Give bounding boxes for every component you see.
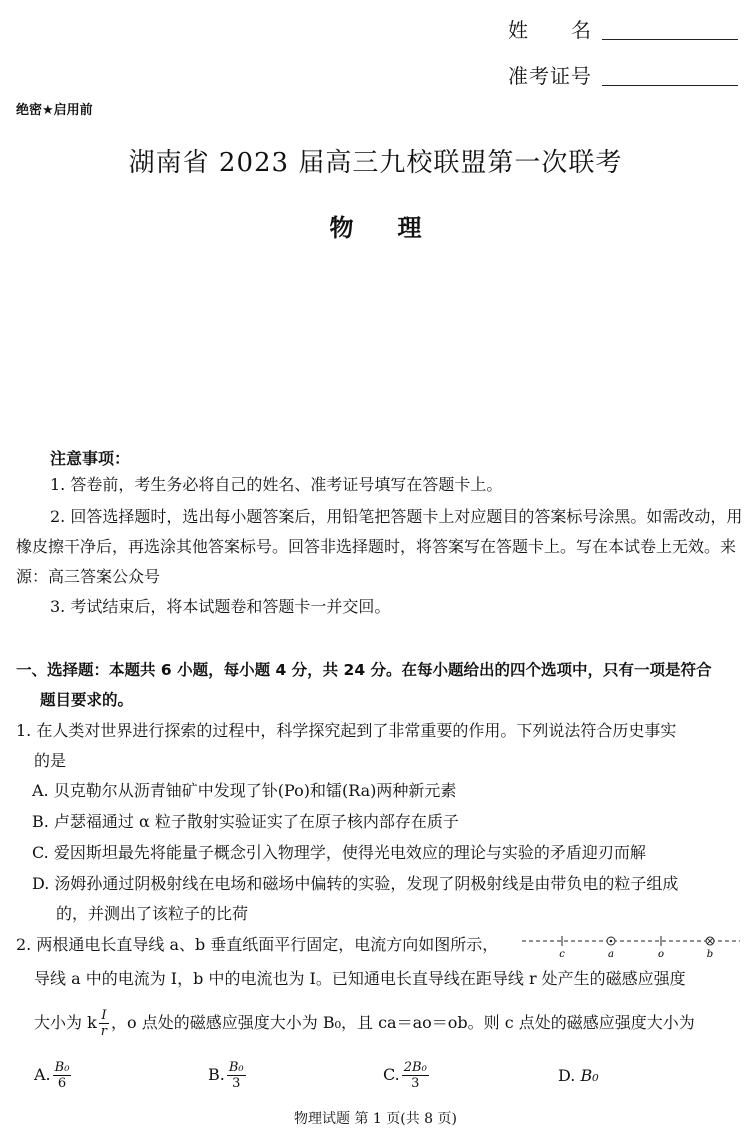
section-heading-line2: 题目要求的。 bbox=[40, 691, 134, 709]
label-c: c bbox=[559, 949, 565, 960]
label-o: o bbox=[657, 949, 665, 960]
q2-option-a-label: A. bbox=[34, 1065, 51, 1084]
q1-option-b: B. 卢瑟福通过 α 粒子散射实验证实了在原子核内部存在质子 bbox=[32, 812, 459, 831]
notice-heading: 注意事项： bbox=[50, 449, 131, 468]
notice-item-2: 2. 回答选择题时，选出每小题答案后，用铅笔把答题卡上对应题目的答案标号涂黑。如需改动，用橡皮擦干净后，再选涂其他答案标号。回答非选择题时，将答案写在答题卡上。写在本试卷上无效。来源：高三答案公众号 bbox=[16, 507, 743, 586]
q2-option-c-den: 3 bbox=[411, 1076, 420, 1091]
exam-title: 湖南省 2023 届高三九校联盟第一次联考 bbox=[128, 148, 623, 178]
q2-option-d-value: B₀ bbox=[580, 1066, 599, 1085]
q2-option-a bbox=[34, 1060, 73, 1091]
q2-option-b-den: 3 bbox=[232, 1076, 241, 1091]
q2-option-b-fraction bbox=[227, 1060, 246, 1091]
q1-stem-line2: 的是 bbox=[34, 751, 67, 770]
q1-option-d-cont: 的，并测出了该粒子的比荷 bbox=[56, 904, 249, 923]
id-field bbox=[508, 60, 738, 89]
q2-figure bbox=[520, 932, 742, 960]
subject-title: 物理 bbox=[329, 213, 466, 242]
q2-option-d bbox=[558, 1066, 599, 1085]
label-a: a bbox=[608, 949, 614, 960]
section-heading-line1: 一、选择题：本题共 6 小题，每小题 4 分，共 24 分。在每小题给出的四个选项中，只有一项是符合 bbox=[16, 661, 712, 679]
q2-stem-line2: 导线 a 中的电流为 I，b 中的电流也为 I。已知通电长直导线在距导线 r 处产生的磁感应强度 bbox=[34, 969, 686, 988]
q2-option-c bbox=[383, 1060, 431, 1091]
name-label: 姓 名 bbox=[508, 18, 592, 42]
q2-stem-line3 bbox=[34, 1006, 695, 1040]
frac-numerator: I bbox=[99, 1008, 109, 1024]
q2-option-c-num: 2B₀ bbox=[403, 1060, 427, 1075]
wire-a-dot bbox=[610, 940, 613, 943]
id-blank bbox=[602, 65, 738, 86]
name-field bbox=[508, 14, 738, 43]
notice-item-3: 3. 考试结束后，将本试题卷和答题卡一并交回。 bbox=[50, 597, 391, 616]
q1-option-a: A. 贝克勒尔从沥青铀矿中发现了钋(Po)和镭(Ra)两种新元素 bbox=[32, 781, 457, 800]
q2-option-b bbox=[208, 1060, 248, 1091]
frac-denominator: r bbox=[100, 1024, 108, 1039]
q2-stem-line1: 2. 两根通电长直导线 a、b 垂直纸面平行固定，电流方向如图所示， bbox=[16, 935, 499, 954]
page-footer: 物理试题 第 1 页(共 8 页) bbox=[294, 1111, 457, 1127]
q1-stem-line1: 1. 在人类对世界进行探索的过程中，科学探究起到了非常重要的作用。下列说法符合历史事实 bbox=[16, 721, 677, 740]
label-b: b bbox=[706, 949, 714, 960]
q1-option-c: C. 爱因斯坦最先将能量子概念引入物理学，使得光电效应的理论与实验的矛盾迎刃而解 bbox=[32, 843, 646, 862]
notice-item-1: 1. 答卷前，考生务必将自己的姓名、准考证号填写在答题卡上。 bbox=[50, 475, 503, 494]
q2-option-a-num: B₀ bbox=[54, 1060, 70, 1075]
k-i-over-r-fraction bbox=[99, 1008, 109, 1039]
secret-mark: 绝密★启用前 bbox=[16, 103, 93, 118]
q2-option-b-label: B. bbox=[208, 1065, 225, 1084]
q2-option-d-label: D. bbox=[558, 1066, 576, 1085]
q2-line3-pre: 大小为 k bbox=[34, 1013, 97, 1032]
q2-line3-post: ，o 点处的磁感应强度大小为 B₀，且 ca＝ao＝ob。则 c 点处的磁感应强度大小为 bbox=[111, 1013, 695, 1032]
q1-option-d: D. 汤姆孙通过阴极射线在电场和磁场中偏转的实验，发现了阴极射线是由带负电的粒子组成 bbox=[32, 874, 679, 893]
q2-option-a-fraction bbox=[53, 1060, 72, 1091]
q2-option-b-num: B₀ bbox=[228, 1060, 244, 1075]
id-label: 准考证号 bbox=[508, 64, 592, 88]
q2-option-a-den: 6 bbox=[57, 1076, 67, 1091]
name-blank bbox=[602, 19, 738, 40]
q2-option-c-fraction bbox=[402, 1060, 429, 1091]
q2-option-c-label: C. bbox=[383, 1065, 400, 1084]
